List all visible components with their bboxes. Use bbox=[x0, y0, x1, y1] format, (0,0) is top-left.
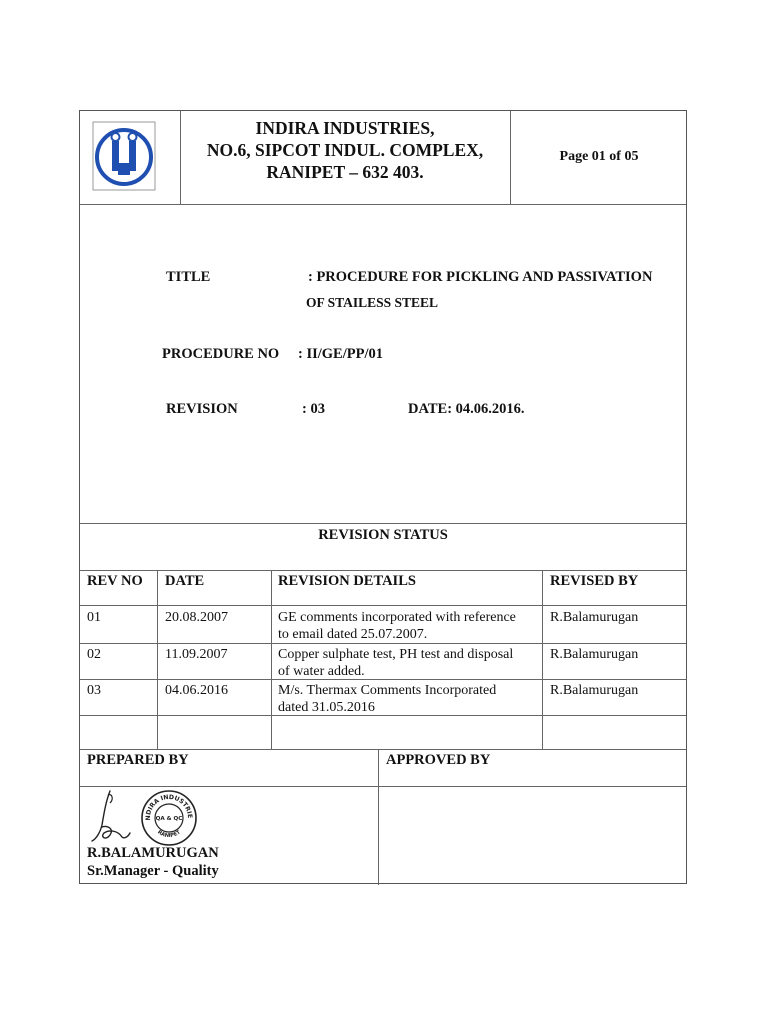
col-header-date: DATE bbox=[165, 573, 205, 589]
table-bottom-rule bbox=[80, 749, 686, 750]
table-col-divider-2 bbox=[271, 570, 272, 749]
stamp-ring-text: NDIRA INDUSTRIE bbox=[144, 793, 194, 821]
title-value: : PROCEDURE FOR PICKLING AND PASSIVATION bbox=[308, 269, 653, 285]
table-row-rule bbox=[80, 605, 686, 606]
row-1-details: GE comments incorporated with reference to email dated 25.07.2007. bbox=[278, 610, 516, 642]
procedure-value: : II/GE/PP/01 bbox=[298, 346, 383, 362]
approved-by-label: APPROVED BY bbox=[386, 752, 491, 768]
signature bbox=[88, 787, 138, 847]
stamp-center-text: QA & QC bbox=[155, 816, 183, 822]
row-1-revised-by: R.Balamurugan bbox=[550, 610, 639, 625]
table-row-rule bbox=[80, 679, 686, 680]
stamp-bottom-text: RANIPET bbox=[156, 829, 182, 840]
quality-stamp bbox=[140, 789, 198, 847]
row-2-revised-by: R.Balamurugan bbox=[550, 647, 639, 662]
company-address bbox=[180, 117, 510, 183]
row-2-date: 11.09.2007 bbox=[165, 647, 228, 662]
svg-text:RANIPET bbox=[156, 829, 182, 839]
company-street: NO.6, SIPCOT INDUL. COMPLEX, bbox=[206, 140, 484, 160]
title-value-continued: OF STAILESS STEEL bbox=[306, 295, 439, 310]
signature-icon bbox=[88, 787, 138, 847]
signoff-header-rule bbox=[80, 786, 686, 787]
revision-date: DATE: 04.06.2016. bbox=[408, 401, 525, 417]
row-1-rev: 01 bbox=[87, 610, 101, 625]
company-logo bbox=[92, 121, 156, 191]
table-row-rule bbox=[80, 715, 686, 716]
company-name: INDIRA INDUSTRIES, bbox=[255, 118, 435, 138]
col-header-revised-by: REVISED BY bbox=[550, 573, 639, 589]
company-logo-icon bbox=[92, 121, 156, 191]
row-2-rev: 02 bbox=[87, 647, 101, 662]
row-2-details: Copper sulphate test, PH test and disposal of water added. bbox=[278, 647, 514, 679]
preparer-title: Sr.Manager - Quality bbox=[87, 863, 219, 879]
row-3-rev: 03 bbox=[87, 683, 101, 698]
revision-label: REVISION bbox=[166, 401, 238, 417]
document-frame bbox=[79, 110, 687, 884]
preparer-name: R.BALAMURUGAN bbox=[87, 845, 219, 861]
row-3-date: 04.06.2016 bbox=[165, 683, 228, 698]
revision-status-top-rule bbox=[80, 523, 686, 524]
row-3-details: M/s. Thermax Comments Incorporated dated 31.05.2016 bbox=[278, 683, 497, 715]
row-1-date: 20.08.2007 bbox=[165, 610, 228, 625]
table-col-divider-1 bbox=[157, 570, 158, 749]
title-label: TITLE bbox=[166, 269, 211, 285]
stamp-icon bbox=[140, 789, 198, 847]
header-bottom-rule bbox=[80, 204, 686, 205]
signoff-divider bbox=[378, 749, 379, 885]
company-city: RANIPET – 632 403. bbox=[266, 162, 424, 182]
procedure-label: PROCEDURE NO bbox=[162, 346, 280, 362]
page-number: Page 01 of 05 bbox=[559, 149, 639, 164]
table-header-top-rule bbox=[80, 570, 686, 571]
revision-value: : 03 bbox=[302, 401, 325, 417]
col-header-rev-no: REV NO bbox=[87, 573, 143, 589]
table-col-divider-3 bbox=[542, 570, 543, 749]
row-3-revised-by: R.Balamurugan bbox=[550, 683, 639, 698]
col-header-revision-details: REVISION DETAILS bbox=[278, 573, 416, 589]
prepared-by-label: PREPARED BY bbox=[87, 752, 189, 768]
revision-status-title: REVISION STATUS bbox=[318, 527, 448, 543]
table-row-rule bbox=[80, 643, 686, 644]
